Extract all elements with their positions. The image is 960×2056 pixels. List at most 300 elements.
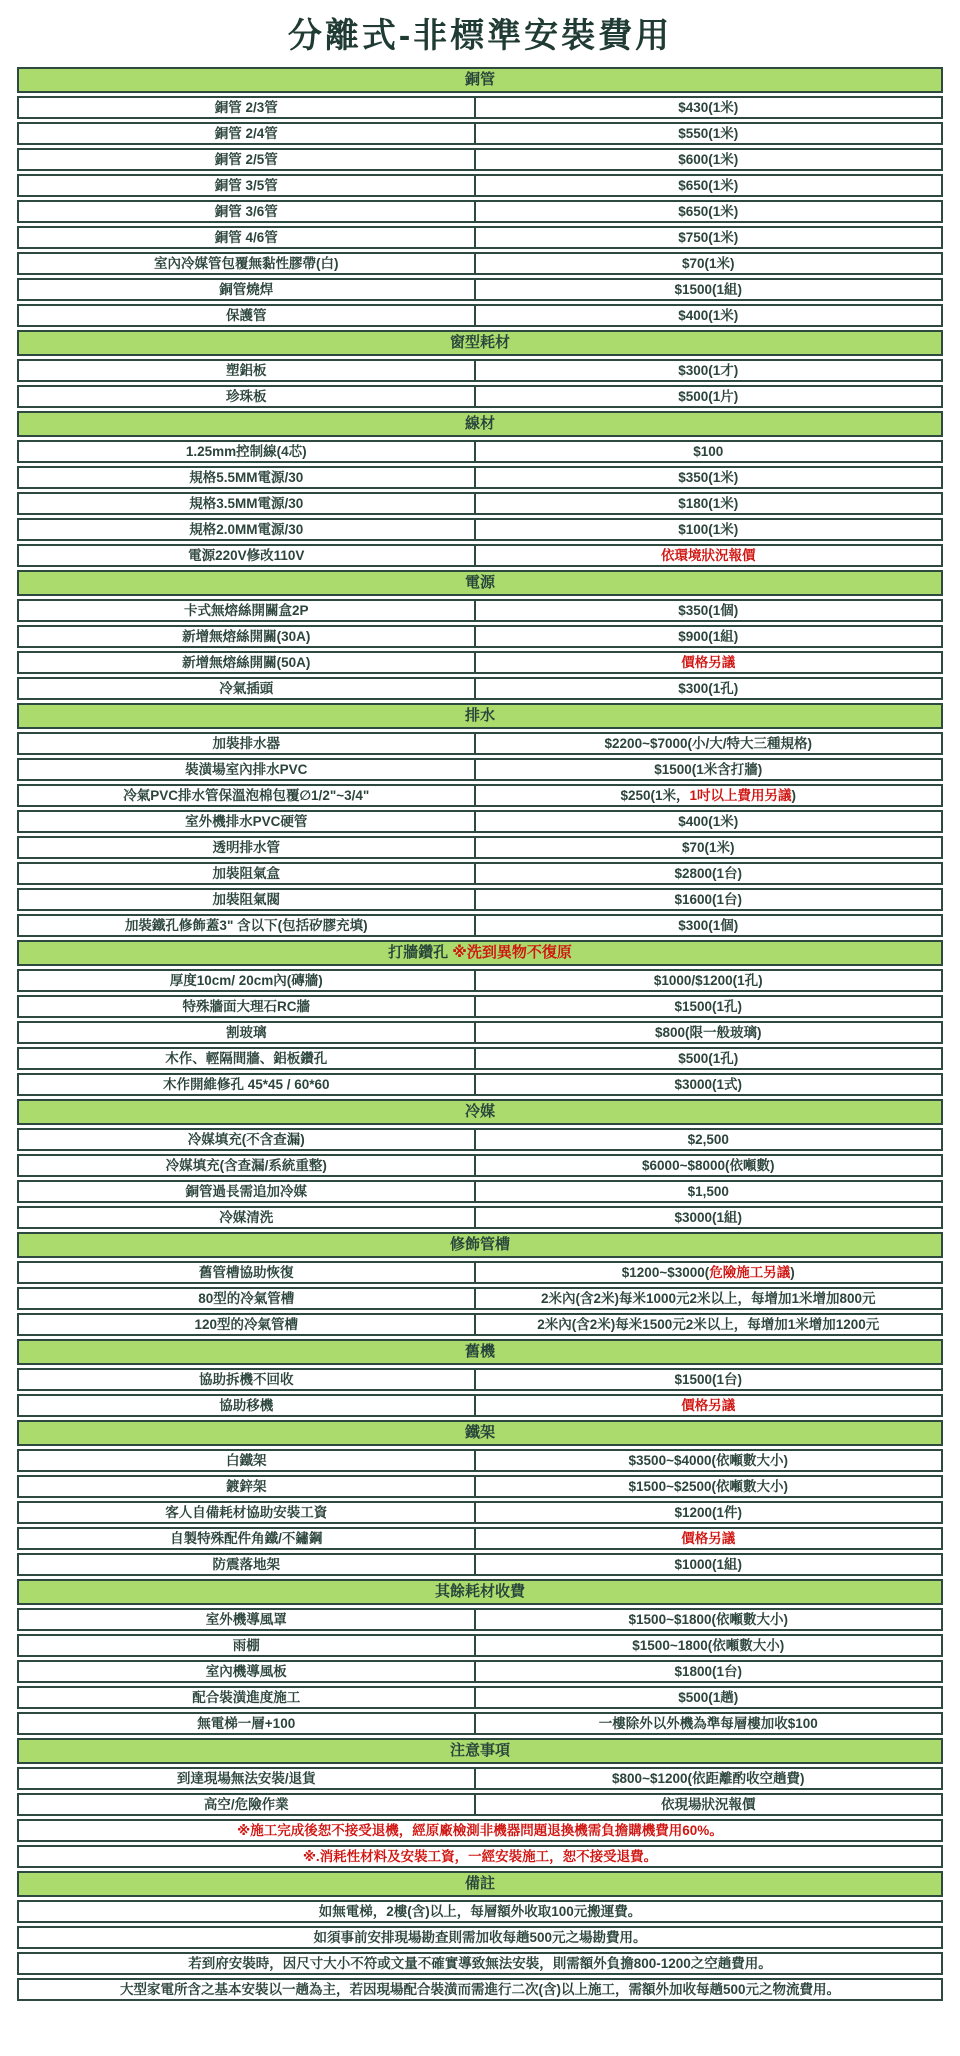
price-cell bbox=[476, 1396, 941, 1415]
price-cell bbox=[476, 1208, 941, 1227]
price-cell bbox=[476, 1263, 941, 1282]
note-row bbox=[17, 1900, 943, 1923]
price-cell bbox=[476, 1315, 941, 1334]
fee-row bbox=[17, 995, 943, 1018]
price-cell bbox=[476, 890, 941, 909]
fee-row bbox=[17, 732, 943, 755]
item-cell bbox=[19, 494, 476, 513]
text: $1000(1組) bbox=[674, 1557, 743, 1572]
item-cell bbox=[19, 1795, 476, 1814]
item-cell bbox=[19, 98, 476, 117]
price-cell bbox=[476, 1688, 941, 1707]
price-cell bbox=[476, 1370, 941, 1389]
text: 2米內(含2米)每米1500元2米以上，每增加1米增加1200元 bbox=[537, 1317, 880, 1332]
fee-row bbox=[17, 1154, 943, 1177]
item-cell bbox=[19, 1610, 476, 1629]
price-cell bbox=[476, 1289, 941, 1308]
text: $3000(1組) bbox=[674, 1210, 743, 1225]
text: 裝潢場室內排水PVC bbox=[185, 762, 308, 777]
text: 規格3.5MM電源/30 bbox=[189, 496, 304, 511]
item-cell bbox=[19, 468, 476, 487]
text: 新增無熔絲開關(50A) bbox=[182, 655, 311, 670]
text: $2200~$7000(小/大/特大三種規格) bbox=[604, 736, 812, 751]
price-cell bbox=[476, 1477, 941, 1496]
text: $1,500 bbox=[687, 1184, 729, 1199]
text: 若到府安裝時，因尺寸大小不符或文量不確實導致無法安裝，則需額外負擔800-1200之空趟費用。 bbox=[188, 1956, 772, 1971]
price-cell bbox=[476, 864, 941, 883]
item-cell bbox=[19, 520, 476, 539]
text: 白鐵架 bbox=[226, 1453, 267, 1468]
section-header bbox=[17, 330, 943, 356]
text: 卡式無熔絲開關盒2P bbox=[184, 603, 309, 618]
price-cell bbox=[476, 916, 941, 935]
price-cell bbox=[476, 361, 941, 380]
fee-row bbox=[17, 1475, 943, 1498]
item-cell bbox=[19, 1315, 476, 1334]
text: ) bbox=[791, 788, 797, 803]
item-cell bbox=[19, 1529, 476, 1548]
text: 銅管 3/5管 bbox=[214, 178, 278, 193]
text: 銅管 3/6管 bbox=[214, 204, 278, 219]
note-cell bbox=[19, 1954, 941, 1973]
item-cell bbox=[19, 1769, 476, 1788]
text: $300(1才) bbox=[678, 363, 739, 378]
item-cell bbox=[19, 601, 476, 620]
section-header bbox=[17, 1871, 943, 1897]
price-cell bbox=[476, 468, 941, 487]
fee-row bbox=[17, 544, 943, 567]
text: 新增無熔絲開關(30A) bbox=[182, 629, 311, 644]
text: $70(1米) bbox=[682, 840, 735, 855]
item-cell bbox=[19, 812, 476, 831]
text: $1200(1件) bbox=[674, 1505, 743, 1520]
item-cell bbox=[19, 1156, 476, 1175]
fee-row bbox=[17, 359, 943, 382]
item-cell bbox=[19, 997, 476, 1016]
text: 室內機導風板 bbox=[205, 1664, 287, 1679]
note-cell bbox=[19, 1847, 941, 1866]
text: 特殊牆面大理石RC牆 bbox=[182, 999, 311, 1014]
item-cell bbox=[19, 838, 476, 857]
text: 線材 bbox=[464, 415, 495, 432]
price-cell bbox=[476, 442, 941, 461]
item-cell bbox=[19, 1182, 476, 1201]
item-cell bbox=[19, 786, 476, 805]
text: 室外機導風罩 bbox=[205, 1612, 287, 1627]
item-cell bbox=[19, 1208, 476, 1227]
text: $350(1米) bbox=[678, 470, 739, 485]
price-cell bbox=[476, 306, 941, 325]
text: $900(1組) bbox=[678, 629, 739, 644]
price-cell bbox=[476, 838, 941, 857]
text: $1500(1米含打牆) bbox=[654, 762, 763, 777]
price-cell bbox=[476, 1182, 941, 1201]
text: $650(1米) bbox=[678, 204, 739, 219]
text: 冷媒清洗 bbox=[219, 1210, 274, 1225]
text: $180(1米) bbox=[678, 496, 739, 511]
note-cell bbox=[19, 1980, 941, 1999]
text: 鍍鋅架 bbox=[226, 1479, 267, 1494]
text: $1500~1800(依噸數大小) bbox=[632, 1638, 785, 1653]
alert-text: 價格另議 bbox=[681, 1531, 736, 1546]
item-cell bbox=[19, 442, 476, 461]
text: $400(1米) bbox=[678, 814, 739, 829]
price-cell bbox=[476, 1662, 941, 1681]
item-cell bbox=[19, 1049, 476, 1068]
item-cell bbox=[19, 1688, 476, 1707]
text: 加裝阻氣閥 bbox=[212, 892, 281, 907]
fee-row bbox=[17, 651, 943, 674]
item-cell bbox=[19, 916, 476, 935]
text: 配合裝潢進度施工 bbox=[192, 1690, 301, 1705]
note-row bbox=[17, 1926, 943, 1949]
text: 木作、輕隔間牆、鋁板鑽孔 bbox=[165, 1051, 328, 1066]
text: 修飾管槽 bbox=[449, 1236, 510, 1253]
price-cell bbox=[476, 228, 941, 247]
price-cell bbox=[476, 601, 941, 620]
item-cell bbox=[19, 1075, 476, 1094]
text: $6000~$8000(依噸數) bbox=[642, 1158, 775, 1173]
text: 如無電梯，2樓(含)以上，每層額外收取100元搬運費。 bbox=[318, 1904, 642, 1919]
item-cell bbox=[19, 864, 476, 883]
text: $100 bbox=[693, 444, 724, 459]
price-cell bbox=[476, 997, 941, 1016]
note-cell bbox=[19, 1902, 941, 1921]
text: 厚度10cm/ 20cm內(磚牆) bbox=[169, 973, 323, 988]
fee-row bbox=[17, 518, 943, 541]
item-cell bbox=[19, 890, 476, 909]
text: ) bbox=[790, 1265, 795, 1280]
alert-text: 1吋以上費用另議 bbox=[689, 788, 792, 803]
fee-row bbox=[17, 278, 943, 301]
fee-table bbox=[17, 67, 943, 2001]
section-header bbox=[17, 1579, 943, 1605]
price-cell bbox=[476, 494, 941, 513]
text: 舊機 bbox=[464, 1343, 495, 1360]
text: $1200~$3000( bbox=[621, 1265, 710, 1280]
item-cell bbox=[19, 202, 476, 221]
text: 其餘耗材收費 bbox=[434, 1583, 525, 1600]
fee-row bbox=[17, 385, 943, 408]
fee-row bbox=[17, 862, 943, 885]
note-cell bbox=[19, 1821, 941, 1840]
text: $500(1孔) bbox=[678, 1051, 739, 1066]
item-cell bbox=[19, 1023, 476, 1042]
text: 協助拆機不回收 bbox=[199, 1372, 294, 1387]
item-cell bbox=[19, 1130, 476, 1149]
text: 銅管 2/5管 bbox=[214, 152, 278, 167]
text: 割玻璃 bbox=[226, 1025, 267, 1040]
text: 注意事項 bbox=[449, 1742, 510, 1759]
fee-row bbox=[17, 1206, 943, 1229]
text: $1500(1組) bbox=[674, 282, 743, 297]
text: 加裝鐵孔修飾蓋3" 含以下(包括矽膠充填) bbox=[124, 918, 368, 933]
text: 鐵架 bbox=[464, 1424, 495, 1441]
text: 排水 bbox=[464, 707, 495, 724]
item-cell bbox=[19, 228, 476, 247]
fee-row bbox=[17, 1527, 943, 1550]
fee-row bbox=[17, 677, 943, 700]
text: 銅管燒焊 bbox=[219, 282, 274, 297]
item-cell bbox=[19, 306, 476, 325]
fee-row bbox=[17, 96, 943, 119]
price-cell bbox=[476, 1555, 941, 1574]
price-cell bbox=[476, 653, 941, 672]
price-cell bbox=[476, 760, 941, 779]
text: $2800(1台) bbox=[674, 866, 743, 881]
text: 保護管 bbox=[226, 308, 267, 323]
text: 電源220V修改110V bbox=[188, 548, 305, 563]
price-cell bbox=[476, 1156, 941, 1175]
text: 1.25mm控制線(4芯) bbox=[185, 444, 307, 459]
section-header bbox=[17, 67, 943, 93]
price-cell bbox=[476, 1795, 941, 1814]
text: 規格2.0MM電源/30 bbox=[189, 522, 304, 537]
text: $800(限一般玻璃) bbox=[655, 1025, 762, 1040]
fee-row bbox=[17, 969, 943, 992]
text: $500(1趟) bbox=[678, 1690, 739, 1705]
price-cell bbox=[476, 1636, 941, 1655]
text: $600(1米) bbox=[678, 152, 739, 167]
alert-text: ※洗到異物不復原 bbox=[452, 944, 572, 961]
fee-row bbox=[17, 1660, 943, 1683]
price-cell bbox=[476, 98, 941, 117]
item-cell bbox=[19, 1263, 476, 1282]
fee-row bbox=[17, 784, 943, 807]
text: 銅管 4/6管 bbox=[214, 230, 278, 245]
text: 冷媒填充(不含查漏) bbox=[187, 1132, 305, 1147]
fee-row bbox=[17, 1073, 943, 1096]
price-cell bbox=[476, 387, 941, 406]
price-cell bbox=[476, 280, 941, 299]
text: 高空/危險作業 bbox=[203, 1797, 289, 1812]
fee-row bbox=[17, 148, 943, 171]
text: 冷氣插頭 bbox=[219, 681, 274, 696]
fee-row bbox=[17, 1047, 943, 1070]
fee-row bbox=[17, 1261, 943, 1284]
text: 打牆鑽孔 bbox=[388, 944, 453, 961]
text: 加裝排水器 bbox=[212, 736, 281, 751]
text: 冷氣PVC排水管保溫泡棉包覆∅1/2"~3/4" bbox=[123, 788, 370, 803]
item-cell bbox=[19, 653, 476, 672]
fee-row bbox=[17, 1394, 943, 1417]
item-cell bbox=[19, 679, 476, 698]
item-cell bbox=[19, 1555, 476, 1574]
text: 窗型耗材 bbox=[449, 334, 510, 351]
text: 雨棚 bbox=[232, 1638, 260, 1653]
text: 銅管過長需追加冷媒 bbox=[185, 1184, 308, 1199]
text: 客人自備耗材協助安裝工資 bbox=[165, 1505, 328, 1520]
fee-row bbox=[17, 1449, 943, 1472]
text: 無電梯一層+100 bbox=[197, 1716, 296, 1731]
note-row bbox=[17, 1978, 943, 2001]
note-cell bbox=[19, 1928, 941, 1947]
price-cell bbox=[476, 1451, 941, 1470]
fee-row bbox=[17, 440, 943, 463]
text: 銅管 2/4管 bbox=[214, 126, 278, 141]
text: 自製特殊配件角鐵/不鏽鋼 bbox=[170, 1531, 323, 1546]
text: $1500~$1800(依噸數大小) bbox=[628, 1612, 788, 1627]
note-row bbox=[17, 1845, 943, 1868]
item-cell bbox=[19, 627, 476, 646]
text: $300(1孔) bbox=[678, 681, 739, 696]
section-header bbox=[17, 1420, 943, 1446]
price-cell bbox=[476, 734, 941, 753]
fee-row bbox=[17, 758, 943, 781]
page-title: 分離式-非標準安裝費用 bbox=[287, 17, 673, 55]
item-cell bbox=[19, 1289, 476, 1308]
price-cell bbox=[476, 786, 941, 805]
item-cell bbox=[19, 546, 476, 565]
text: 防震落地架 bbox=[212, 1557, 281, 1572]
price-cell bbox=[476, 150, 941, 169]
alert-text: 依環境狀況報價 bbox=[661, 548, 756, 563]
item-cell bbox=[19, 176, 476, 195]
text: $1800(1台) bbox=[674, 1664, 743, 1679]
fee-row bbox=[17, 1180, 943, 1203]
price-cell bbox=[476, 176, 941, 195]
alert-text: 價格另議 bbox=[681, 655, 736, 670]
price-cell bbox=[476, 1529, 941, 1548]
fee-row bbox=[17, 1712, 943, 1735]
section-header bbox=[17, 1738, 943, 1764]
section-header bbox=[17, 1339, 943, 1365]
fee-row bbox=[17, 1608, 943, 1631]
text: 80型的冷氣管槽 bbox=[198, 1291, 295, 1306]
fee-row bbox=[17, 1368, 943, 1391]
price-cell bbox=[476, 679, 941, 698]
text: 如須事前安排現場勘查則需加收每趟500元之場勘費用。 bbox=[313, 1930, 647, 1945]
item-cell bbox=[19, 1714, 476, 1733]
price-cell bbox=[476, 1714, 941, 1733]
section-header bbox=[17, 703, 943, 729]
fee-row bbox=[17, 1634, 943, 1657]
fee-row bbox=[17, 1287, 943, 1310]
item-cell bbox=[19, 1636, 476, 1655]
price-cell bbox=[476, 1075, 941, 1094]
text: $300(1個) bbox=[678, 918, 739, 933]
item-cell bbox=[19, 1477, 476, 1496]
price-cell bbox=[476, 1503, 941, 1522]
text: 室外機排水PVC硬管 bbox=[185, 814, 308, 829]
text: $70(1米) bbox=[682, 256, 735, 271]
item-cell bbox=[19, 387, 476, 406]
text: 加裝阻氣盒 bbox=[212, 866, 281, 881]
item-cell bbox=[19, 150, 476, 169]
text: 塑鋁板 bbox=[226, 363, 267, 378]
section-header bbox=[17, 411, 943, 437]
text: $500(1片) bbox=[678, 389, 739, 404]
alert-text: ※施工完成後恕不接受退機，經原廠檢測非機器問題退換機需負擔購機費用60%。 bbox=[237, 1823, 723, 1838]
text: 冷媒 bbox=[464, 1103, 495, 1120]
price-cell bbox=[476, 520, 941, 539]
price-cell bbox=[476, 254, 941, 273]
price-cell bbox=[476, 812, 941, 831]
text: 銅管 bbox=[464, 71, 495, 88]
item-cell bbox=[19, 124, 476, 143]
text: $3000(1式) bbox=[674, 1077, 743, 1092]
fee-row bbox=[17, 122, 943, 145]
section-header bbox=[17, 570, 943, 596]
text: $1500(1孔) bbox=[674, 999, 743, 1014]
fee-row bbox=[17, 304, 943, 327]
text: $400(1米) bbox=[678, 308, 739, 323]
text: $430(1米) bbox=[678, 100, 739, 115]
fee-row bbox=[17, 1021, 943, 1044]
item-cell bbox=[19, 280, 476, 299]
text: 備註 bbox=[464, 1875, 495, 1892]
fee-row bbox=[17, 599, 943, 622]
fee-row bbox=[17, 226, 943, 249]
price-cell bbox=[476, 1610, 941, 1629]
price-cell bbox=[476, 546, 941, 565]
text: 依現場狀況報價 bbox=[661, 1797, 756, 1812]
text: $650(1米) bbox=[678, 178, 739, 193]
item-cell bbox=[19, 254, 476, 273]
text: 珍珠板 bbox=[226, 389, 267, 404]
section-header bbox=[17, 940, 943, 966]
fee-row bbox=[17, 1767, 943, 1790]
fee-row bbox=[17, 625, 943, 648]
note-row bbox=[17, 1952, 943, 1975]
text: 到達現場無法安裝/退貨 bbox=[176, 1771, 316, 1786]
text: 120型的冷氣管槽 bbox=[194, 1317, 299, 1332]
price-cell bbox=[476, 1130, 941, 1149]
item-cell bbox=[19, 971, 476, 990]
fee-row bbox=[17, 810, 943, 833]
alert-text: 危險施工另議 bbox=[709, 1265, 791, 1280]
item-cell bbox=[19, 734, 476, 753]
text: $1600(1台) bbox=[674, 892, 743, 907]
text: 室內冷媒管包覆無黏性膠帶(白) bbox=[154, 256, 339, 271]
fee-row bbox=[17, 914, 943, 937]
fee-row bbox=[17, 1793, 943, 1816]
fee-row bbox=[17, 1313, 943, 1336]
item-cell bbox=[19, 361, 476, 380]
text: 銅管 2/3管 bbox=[214, 100, 278, 115]
text: $750(1米) bbox=[678, 230, 739, 245]
item-cell bbox=[19, 1662, 476, 1681]
fee-row bbox=[17, 200, 943, 223]
text: 2米內(含2米)每米1000元2米以上，每增加1米增加800元 bbox=[540, 1291, 876, 1306]
fee-row bbox=[17, 1686, 943, 1709]
fee-row bbox=[17, 1128, 943, 1151]
text: $250(1米， bbox=[620, 788, 690, 803]
alert-text: ※.消耗性材料及安裝工資，一經安裝施工，恕不接受退費。 bbox=[302, 1849, 658, 1864]
item-cell bbox=[19, 1396, 476, 1415]
text: 規格5.5MM電源/30 bbox=[189, 470, 304, 485]
text: 協助移機 bbox=[219, 1398, 274, 1413]
fee-row bbox=[17, 492, 943, 515]
fee-row bbox=[17, 888, 943, 911]
fee-row bbox=[17, 1501, 943, 1524]
price-cell bbox=[476, 971, 941, 990]
price-cell bbox=[476, 124, 941, 143]
text: $800~$1200(依距離酌收空趟費) bbox=[612, 1771, 805, 1786]
text: $1500(1台) bbox=[674, 1372, 743, 1387]
text: 大型家電所含之基本安裝以一趟為主，若因現場配合裝潢而需進行二次(含)以上施工，需額外加收每趟500元之物流費用。 bbox=[119, 1982, 840, 1997]
fee-row bbox=[17, 174, 943, 197]
text: 木作開維修孔 45*45 / 60*60 bbox=[162, 1077, 330, 1092]
text: 一樓除外以外機為準每層樓加收$100 bbox=[598, 1716, 818, 1731]
text: 透明排水管 bbox=[212, 840, 281, 855]
text: $2,500 bbox=[687, 1132, 729, 1147]
text: 電源 bbox=[464, 574, 495, 591]
text: $100(1米) bbox=[678, 522, 739, 537]
price-cell bbox=[476, 627, 941, 646]
price-cell bbox=[476, 1023, 941, 1042]
fee-row bbox=[17, 1553, 943, 1576]
